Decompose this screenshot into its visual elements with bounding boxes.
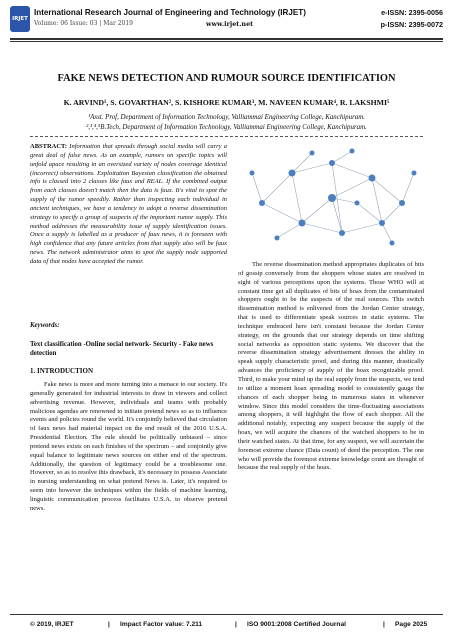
abstract-text: Information that spreads through social media will carry a great deal of false news. As an example, rumors on specific topics will unfold apace resulting in an oversized variety of nodes coverage identical (incorrect) observations. Exploitation Bayesian classification the obtained info is classed into 2 classes like faux and REAL. If the combined output from each classes doesn't match then the data is faux. It's vital to spot the supply of the rumor speedily. Rather than inspecting each individual in ancient techniques, we have a tendency to adopt a reverse dissemination strategy to specify a group of suspects of the important rumor supply. This method addresses the measurability issue of supply identification issues. Once a supply is labelled as a producer of faux news, it is foreseen with high confidence that any future articles from that supply also will be faux news. The network administrator aims to spot the supply node supported data of that nodes have accepted the rumor.: [30, 143, 227, 265]
footer-separator: |: [108, 621, 110, 628]
abstract: [30, 143, 227, 267]
p-issn: p-ISSN: 2395-0072: [380, 20, 443, 29]
e-issn: e-ISSN: 2395-0056: [381, 8, 443, 17]
separator-line: [30, 136, 423, 137]
volume-issue: Volume: 06 Issue: 03 | Mar 2019: [34, 20, 133, 27]
abstract-label: ABSTRACT:: [30, 143, 68, 150]
network-figure: [242, 143, 422, 253]
section-heading-introduction: 1. INTRODUCTION: [30, 367, 94, 375]
journal-name: International Research Journal of Engineering and Technology (IRJET): [34, 8, 306, 17]
journal-header: [10, 6, 443, 36]
introduction-text: Fake news is more and more turning into a menace to our society. It's generally generated for industrial interests to draw in viewers and collect advertising revenue. However, individuals and teams with probably malicious agendas are renowned to initiate pretend news so as to influence events and policies round the world. It's conjointly believed that circulation of faux news had material impact on the end result of the 2016 U.S.A. Presidential Election. The rule should be politically unbiased – since pretend news exists on each finishes of the spectrum – and conjointly give equal balance to legitimate news sources on either end of the spectrum. Additionally, the question of legitimacy could be a troublesome one. However, so as to resolve this drawback, it's necessary to possess Associate in nursing understanding on what pretend News is. Later, it's required to seem into however the techniques within the fields of machine learning, linguistic communication process facilitates U.S.A. to observe pretend news.: [30, 381, 227, 512]
paper-authors: K. ARVIND¹, S. GOVARTHAN², S. KISHORE KUMAR³, M. NAVEEN KUMAR⁴, R. LAKSHMI⁵: [63, 98, 390, 107]
footer-page-number: Page 2025: [395, 621, 428, 628]
footer-iso: ISO 9001:2008 Certified Journal: [247, 621, 346, 628]
footer-copyright: © 2019, IRJET: [30, 621, 74, 628]
paper-title: FAKE NEWS DETECTION AND RUMOUR SOURCE IDENTIFICATION: [57, 73, 396, 84]
keywords-label: Keywords:: [30, 322, 60, 329]
irjet-logo: IRJET: [10, 6, 30, 32]
right-column-text: The reverse dissemination method appropriates duplicates of bits of gossip conversely from the shoppers whose states are resolved in sight of various perceptions upon the systems. Those WHO will at constant time get all duplicates of bits of hoax from the contaminated shoppers ought to be the suspects of the real sources. This switch dissemination method is enlivened from the Jordan Center strategy, that is used to differentiate speak sources in static systems. The technique embraced here isn't constant because the Jordan Center strategy, on the grounds that our strategy depends on time shifting social networks as opposition static systems. We discover that the reverse dissemination strategy advertisement dresses the ability in speak supply characteristic proof, and during this manner, drastically advances the proficiency of supply of the hoax recognizable proof. Third, to make your mind up the real supply from the suspects, we tend to utilize a moment hoax spreading model to consistently gauge the chances of each shopper being in numerous states in whenever window. Since this model considers the time-fluctuating associations among shoppers, it will highlight the flow of each shopper. All the additional notably, expecting any suspect because the supply of the hoax, we will acquire the chances of the watched shoppers to be in their watched states. At that time, for any suspect, we will ascertain the foremost extreme chance (Data count) of deed the perception. The one who will provide the foremost extreme knowledge count are thought of because the real supply of the hoax.: [238, 261, 424, 472]
header-rule-thin: [10, 41, 443, 42]
affiliation-1: ¹Asst. Prof, Department of Information Technology, Valliammai Engineering College, Kanchipuram.: [88, 114, 365, 121]
footer-rule: [10, 614, 443, 615]
footer-separator: |: [383, 621, 385, 628]
footer-separator: |: [235, 621, 237, 628]
footer-impact-factor: Impact Factor value: 7.211: [120, 621, 203, 628]
affiliation-2: ²,³,⁴,⁵B.Tech, Department of Information Technology, Valliammai Engineering College, Kanchipuram.: [86, 124, 367, 131]
header-rule: [10, 38, 443, 40]
keywords-text: Text classification -Online social network- Security - Fake news detection: [30, 341, 214, 357]
journal-url[interactable]: www.irjet.net: [206, 20, 254, 28]
